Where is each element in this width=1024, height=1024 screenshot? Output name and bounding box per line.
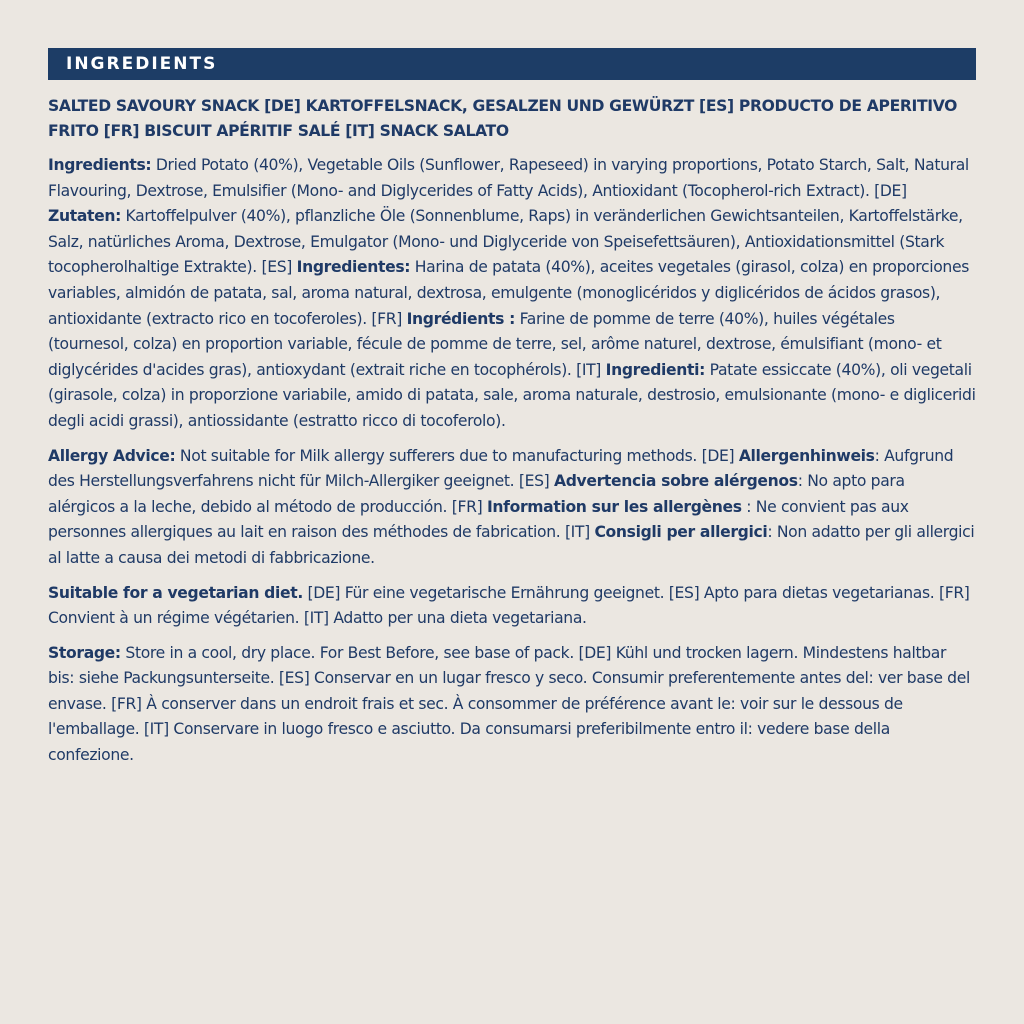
vegetarian-label: Suitable for a vegetarian diet. <box>48 583 303 602</box>
ingredients-label-de: Zutaten: <box>48 207 121 226</box>
section-title: INGREDIENTS <box>48 48 976 80</box>
allergy-paragraph <box>48 444 976 572</box>
allergy-text-es: : No apto para alérgicos a la leche, debido al método de producción. [FR] <box>48 472 905 516</box>
ingredients-label-it: Ingredienti: <box>605 360 706 379</box>
allergy-text-de: : Aufgrund des Herstellungsverfahrens nicht für Milch-Allergiker geeignet. [ES] <box>48 446 954 491</box>
allergy-label-en: Allergy Advice: <box>48 446 176 465</box>
product-name: SALTED SAVOURY SNACK [DE] KARTOFFELSNACK, GESALZEN UND GEWÜRZT [ES] PRODUCTO DE APERITIVO FRITO [FR] BISCUIT APÉRITIF SALÉ [IT] SNACK SALATO <box>48 97 958 140</box>
storage-text: Store in a cool, dry place. For Best Before, see base of pack. [DE] Kühl und trocken lagern. Mindestens haltbar bis: siehe Packungsunterseite. [ES] Conservar en un lugar fresco y seco. Consumir preferentemente antes del: ver base del envase. [FR] À conserver dans un endroit frais et sec. À consommer de préférence avant le: voir sur le dessous de l'emballage. [IT] Conservare in luogo fresco e asciutto. Da consumarsi preferibilmente entro il: vedere base della confezione. <box>48 643 970 765</box>
vegetarian-text: [DE] Für eine vegetarische Ernährung geeignet. [ES] Apto para dietas vegetarianas. [FR] Convient à un régime végétarien. [IT] Adatto per una dieta vegetariana. <box>48 583 970 628</box>
vegetarian-paragraph <box>48 581 976 632</box>
allergy-text-it: : Non adatto per gli allergici al latte a causa dei metodi di fabbricazione. <box>48 523 975 567</box>
allergy-text-en: Not suitable for Milk allergy sufferers due to manufacturing methods. [DE] <box>175 446 739 465</box>
storage-label: Storage: <box>48 643 121 662</box>
allergy-text-fr: : Ne convient pas aux personnes allergiques au lait en raison des méthodes de fabrication. [IT] <box>48 497 909 542</box>
allergy-label-it: Consigli per allergici <box>594 523 768 542</box>
ingredients-text-fr: Farine de pomme de terre (40%), huiles végétales (tournesol, colza) en proportion variable, fécule de pomme de terre, sel, arôme naturel, dextrose, émulsifiant (mono- et diglycérides d'acides gras), antioxydant (extrait riche en tocophérols). [IT] <box>48 309 942 379</box>
ingredients-text-en: Dried Potato (40%), Vegetable Oils (Sunflower, Rapeseed) in varying proportions, Potato Starch, Salt, Natural Flavouring, Dextrose, Emulsifier (Mono- and Diglycerides of Fatty Acids), Antioxidant (Tocopherol-rich Extract). [DE] <box>48 156 969 200</box>
storage-paragraph <box>48 641 976 769</box>
ingredients-label-es: Ingredientes: <box>296 258 411 277</box>
ingredients-text-de: Kartoffelpulver (40%), pflanzliche Öle (Sonnenblume, Raps) in veränderlichen Gewichtsanteilen, Kartoffelstärke, Salz, natürliches Aroma, Dextrose, Emulgator (Mono- und Diglyceride von Speisefettsäuren), Antioxidationsmittel (Stark tocopherolhaltige Extrakte). [ES] <box>48 207 963 277</box>
allergy-label-es: Advertencia sobre alérgenos <box>554 472 798 491</box>
ingredients-label-fr: Ingrédients : <box>406 309 515 328</box>
ingredients-paragraph <box>48 153 976 435</box>
ingredients-label-en: Ingredients: <box>48 156 152 174</box>
allergy-label-fr: Information sur les allergènes <box>486 497 742 516</box>
ingredients-text-es: Harina de patata (40%), aceites vegetales (girasol, colza) en proporciones variables, almidón de patata, sal, aroma natural, dextrosa, emulgente (monoglicéridos y diglicéridos de ácidos grasos), antioxidante (extracto rico en tocoferoles). [FR] <box>48 258 969 328</box>
ingredients-text-it: Patate essiccate (40%), oli vegetali (girasole, colza) in proporzione variabile, amido di patata, sale, aroma naturale, destrosio, emulsionante (mono- e digliceridi degli acidi grassi), antiossidante (estratto ricco di tocoferolo). <box>48 360 976 430</box>
allergy-label-de: Allergenhinweis <box>738 446 875 465</box>
